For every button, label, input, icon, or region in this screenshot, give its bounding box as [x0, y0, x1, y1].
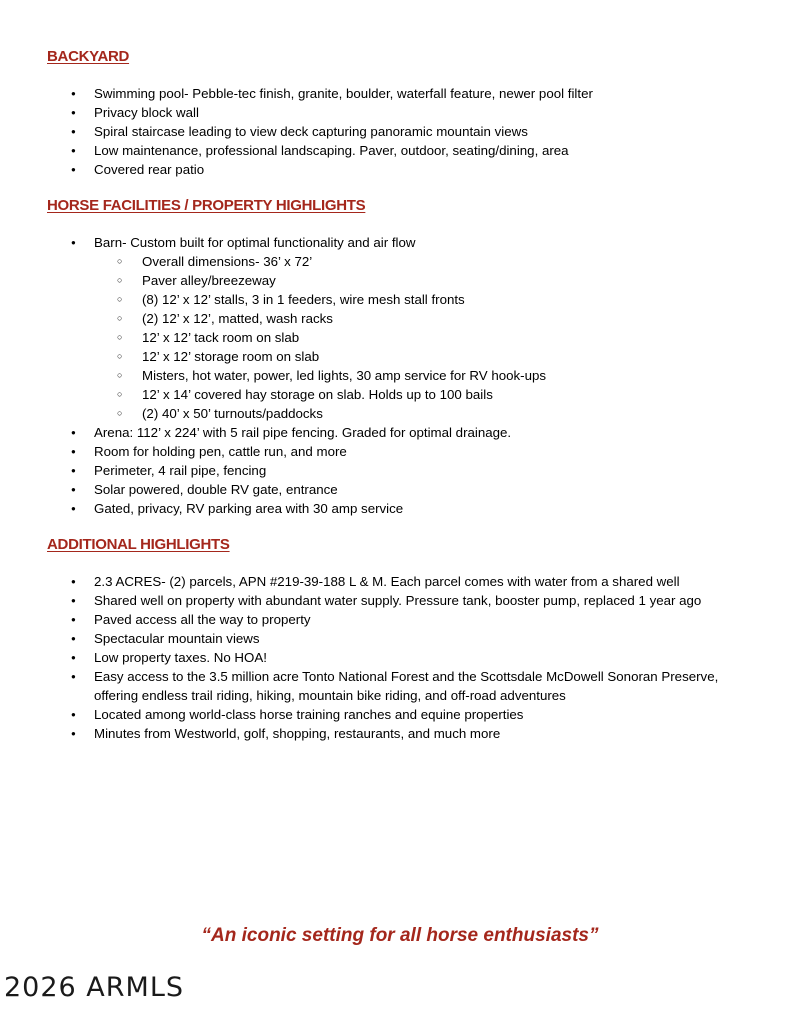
list-item: ● Solar powered, double RV gate, entrance [0, 480, 800, 499]
list-item: ● Minutes from Westworld, golf, shopping, restaurants, and much more [0, 724, 800, 743]
list-item: ● Spectacular mountain views [0, 629, 800, 648]
list-item: ● Located among world-class horse training ranches and equine properties [0, 705, 800, 724]
list-item: ● Easy access to the 3.5 million acre Tonto National Forest and the Scottsdale McDowell Sonoran Preserve, offering endless trail riding, hiking, mountain bike riding, and off-road adventures [0, 667, 734, 705]
sub-list-item: ○ 12’ x 14’ covered hay storage on slab. Holds up to 100 bails [94, 385, 800, 404]
barn-details-list [94, 252, 800, 423]
sub-list-item: ○ Overall dimensions- 36’ x 72’ [94, 252, 800, 271]
list-item: ● Privacy block wall [0, 103, 800, 122]
list-item: ● Swimming pool- Pebble-tec finish, granite, boulder, waterfall feature, newer pool filter [0, 84, 800, 103]
sub-list-item: ○ 12’ x 12’ tack room on slab [94, 328, 800, 347]
heading-additional-highlights: ADDITIONAL HIGHLIGHTS [47, 536, 230, 553]
list-item: ● Paved access all the way to property [0, 610, 800, 629]
sub-list-item: ○ 12’ x 12’ storage room on slab [94, 347, 800, 366]
heading-backyard: BACKYARD [47, 48, 130, 65]
additional-highlights-list [0, 572, 800, 743]
horse-facilities-list [0, 233, 800, 518]
list-item: ● Shared well on property with abundant water supply. Pressure tank, booster pump, replaced 1 year ago [0, 591, 800, 610]
list-item: ● Covered rear patio [0, 160, 800, 179]
sub-list-item: ○ (2) 40’ x 50’ turnouts/paddocks [94, 404, 800, 423]
heading-horse-facilities: HORSE FACILITIES / PROPERTY HIGHLIGHTS [47, 197, 366, 214]
list-item-barn [0, 233, 800, 423]
list-item: ● Room for holding pen, cattle run, and more [0, 442, 800, 461]
copyright-watermark: 2026 ARMLS [4, 972, 185, 1003]
barn-label: Barn- Custom built for optimal functionality and air flow [94, 235, 416, 250]
list-item: ● Perimeter, 4 rail pipe, fencing [0, 461, 800, 480]
backyard-list [0, 84, 800, 179]
sub-list-item: ○ Paver alley/breezeway [94, 271, 800, 290]
list-item: ● Spiral staircase leading to view deck capturing panoramic mountain views [0, 122, 800, 141]
sub-list-item: ○ (2) 12’ x 12’, matted, wash racks [94, 309, 800, 328]
sub-list-item: ○ (8) 12’ x 12’ stalls, 3 in 1 feeders, wire mesh stall fronts [94, 290, 800, 309]
list-item: ● Arena: 112’ x 224’ with 5 rail pipe fencing. Graded for optimal drainage. [0, 423, 800, 442]
list-item: ● 2.3 ACRES- (2) parcels, APN #219-39-188 L & M. Each parcel comes with water from a shared well [0, 572, 800, 591]
list-item: ● Low maintenance, professional landscaping. Paver, outdoor, seating/dining, area [0, 141, 800, 160]
sub-list-item: ○ Misters, hot water, power, led lights, 30 amp service for RV hook-ups [94, 366, 800, 385]
tagline-quote: “An iconic setting for all horse enthusiasts” [201, 925, 599, 946]
list-item: ● Low property taxes. No HOA! [0, 648, 800, 667]
list-item: ● Gated, privacy, RV parking area with 30 amp service [0, 499, 800, 518]
